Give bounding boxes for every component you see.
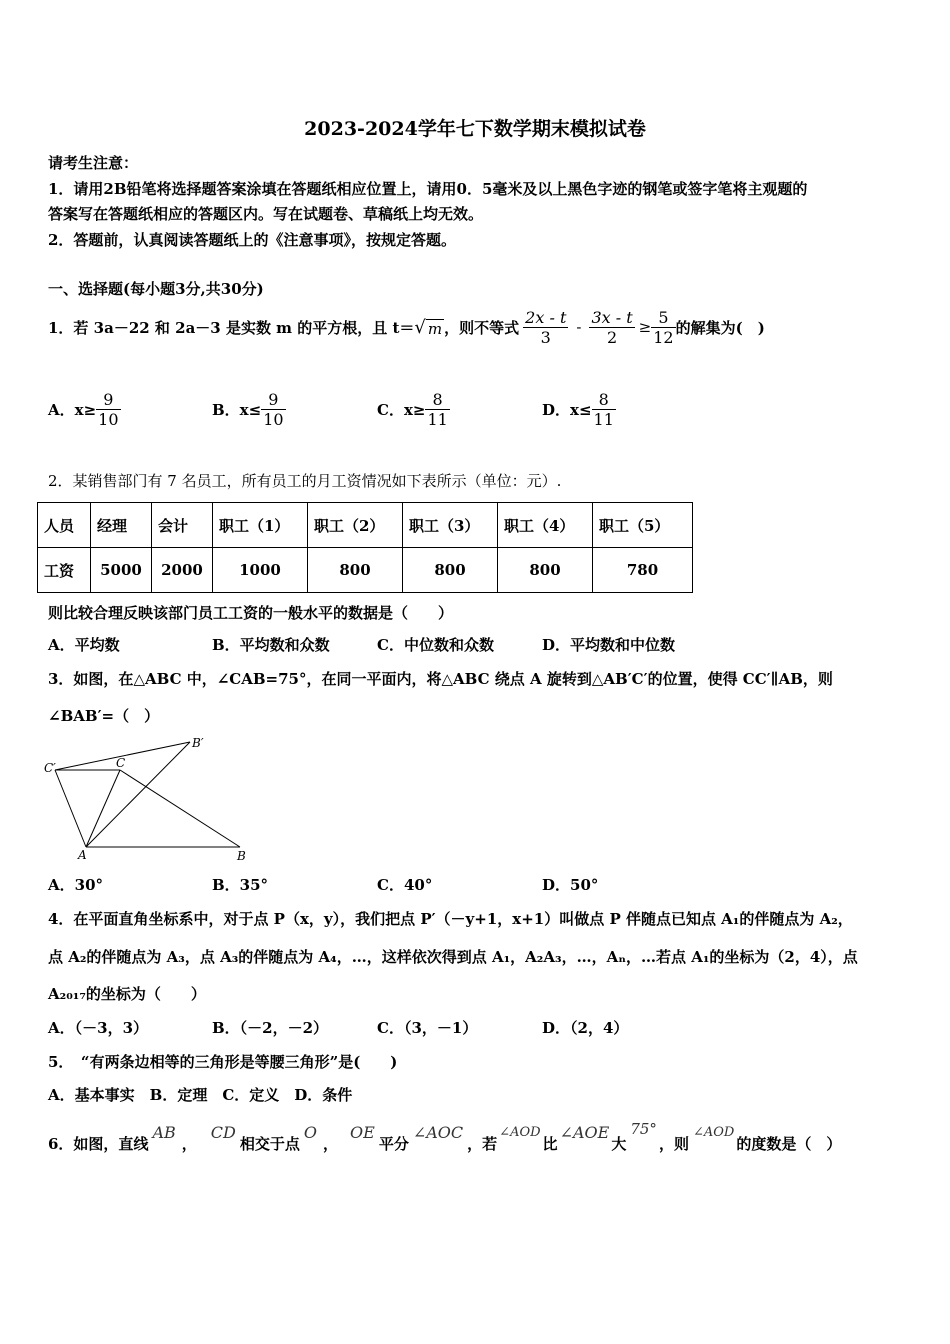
q2-option-c[interactable]: C．中位数和众数 (377, 636, 494, 654)
q6-math: CD (210, 1123, 236, 1142)
table-cell: 职工（1） (213, 503, 308, 548)
table-cell: 800 (498, 548, 593, 593)
table-cell: 职工（5） (593, 503, 693, 548)
label-a: A (78, 848, 87, 862)
q4-option-a[interactable]: A．（－3，3） (48, 1019, 149, 1037)
q5-options[interactable]: A．基本事实 B．定理 C．定义 D．条件 (48, 1086, 353, 1104)
sqrt-symbol: √ m (414, 316, 443, 338)
q2-option-d[interactable]: D．平均数和中位数 (542, 636, 676, 654)
q6-text: ， (181, 1135, 197, 1153)
q6-text: ， (323, 1135, 339, 1153)
q6-text: 平分 (378, 1135, 409, 1153)
table-cell: 5000 (91, 548, 152, 593)
page-title: 2023-2024学年七下数学期末模拟试卷 (304, 118, 646, 140)
q6-text: 6．如图，直线 (48, 1135, 149, 1153)
label-c: C (116, 756, 126, 770)
q1-ge: ≥ (638, 318, 652, 336)
label-b-prime: B′ (192, 736, 204, 750)
q4-option-c[interactable]: C．（3，－1） (377, 1019, 478, 1037)
table-cell: 工资 (38, 548, 91, 593)
q6-math: O (303, 1123, 317, 1142)
q3-option-d[interactable]: D．50° (542, 876, 599, 894)
q4-option-d[interactable]: D．（2，4） (542, 1019, 629, 1037)
q2-option-b[interactable]: B．平均数和众数 (212, 636, 330, 654)
q1-prefix: 1．若 3a－22 和 2a－3 是实数 m 的平方根，且 t＝ (48, 318, 415, 337)
q4-line-3: A₂₀₁₇的坐标为（ ） (48, 985, 206, 1003)
q6-text: 比 (542, 1135, 558, 1153)
table-cell: 2000 (152, 548, 213, 593)
notice-line-3: 2．答题前，认真阅读答题纸上的《注意事项》，按规定答题。 (48, 231, 456, 249)
section-heading: 一、选择题(每小题3分,共30分) (48, 280, 264, 298)
notice-line-1: 1．请用2B铅笔将选择题答案涂填在答题纸相应位置上，请用0．5毫米及以上黑色字迹的钢笔或签字笔将主观题的 (48, 180, 808, 198)
q4-option-b[interactable]: B．（－2，－2） (212, 1019, 329, 1037)
table-cell: 人员 (38, 503, 91, 548)
line-c-a (86, 770, 120, 847)
label-c-prime: C′ (44, 761, 56, 775)
q6-text: 大 (611, 1135, 627, 1153)
q1-fraction-2: $\frac{3x - t}{2}$ (591, 307, 633, 347)
q1-mid: ，则不等式 (444, 318, 520, 337)
line-c-b (120, 770, 240, 847)
q1-fraction-3: $\frac{5}{12}$ (653, 307, 674, 347)
q6-text: ，若 (467, 1135, 498, 1153)
q5-stem: 5． “有两条边相等的三角形是等腰三角形”是( ) (48, 1053, 398, 1071)
table-cell: 职工（3） (403, 503, 498, 548)
notice-line-2: 答案写在答题纸相应的答题区内。写在试题卷、草稿纸上均无效。 (48, 205, 484, 223)
q6-text: 相交于点 (239, 1135, 300, 1153)
q3-option-c[interactable]: C．40° (377, 876, 433, 894)
question-1 (48, 302, 765, 352)
table-cell: 800 (403, 548, 498, 593)
table-cell: 经理 (91, 503, 152, 548)
table-cell: 会计 (152, 503, 213, 548)
table-cell: 780 (593, 548, 693, 593)
q1-option-a[interactable]: A．x≥ $\frac{9}{10}$ (48, 389, 119, 429)
table-row (38, 548, 693, 593)
q6-text: ，则 (658, 1135, 689, 1153)
question-6 (48, 1114, 841, 1154)
label-b: B (237, 849, 246, 863)
table-cell: 职工（4） (498, 503, 593, 548)
q2-option-a[interactable]: A．平均数 (48, 636, 120, 654)
q6-math: ∠AOE (559, 1123, 610, 1142)
q1-option-b[interactable]: B．x≤ $\frac{9}{10}$ (212, 389, 284, 429)
q4-line-2: 点 A₂的伴随点为 A₃，点 A₃的伴随点为 A₄，…，这样依次得到点 A₁，A₂A₃，…，Aₙ，…若点 A₁的坐标为（2，4），点 (48, 948, 858, 966)
q3-line-2: ∠BAB′=（ ） (48, 707, 160, 725)
q6-math: ∠AOD (692, 1125, 735, 1140)
q1-suffix: 的解集为( ) (675, 318, 765, 337)
salary-table (37, 502, 693, 593)
table-cell: 800 (308, 548, 403, 593)
line-cprime-a (55, 770, 86, 847)
q6-math: AB (152, 1123, 176, 1142)
q3-option-a[interactable]: A．30° (48, 876, 104, 894)
q6-math: OE (350, 1123, 375, 1142)
q1-option-d[interactable]: D．x≤ $\frac{8}{11}$ (542, 389, 614, 429)
q2-question: 则比较合理反映该部门员工工资的一般水平的数据是（ ） (48, 604, 454, 622)
q2-stem: 2．某销售部门有 7 名员工，所有员工的月工资情况如下表所示（单位：元）. (48, 472, 562, 490)
table-cell: 职工（2） (308, 503, 403, 548)
q6-math: ∠AOC (412, 1123, 464, 1142)
sqrt-argument: m (427, 319, 443, 338)
q3-line-1: 3．如图，在△ABC 中，∠CAB=75°，在同一平面内，将△ABC 绕点 A 旋转到△AB′C′的位置，使得 CC′∥AB，则 (48, 670, 833, 688)
q6-math: 75° (630, 1120, 657, 1138)
q6-text: 的度数是（ ） (736, 1135, 842, 1153)
q3-option-b[interactable]: B．35° (212, 876, 269, 894)
notice-heading: 请考生注意： (48, 154, 139, 172)
q1-fraction-1: $\frac{2x - t}{3}$ (525, 307, 567, 347)
table-header-row (38, 503, 693, 548)
q4-line-1: 4．在平面直角坐标系中，对于点 P（x，y），我们把点 P′（－y+1，x+1）叫做点 P 伴随点已知点 A₁的伴随点为 A₂， (48, 910, 853, 928)
line-a-bprime (86, 742, 190, 847)
triangle-figure (40, 732, 260, 867)
table-cell: 1000 (213, 548, 308, 593)
q1-option-c[interactable]: C．x≥ $\frac{8}{11}$ (377, 389, 448, 429)
q6-math: ∠AOD (499, 1125, 541, 1140)
q1-minus: - (576, 318, 582, 336)
